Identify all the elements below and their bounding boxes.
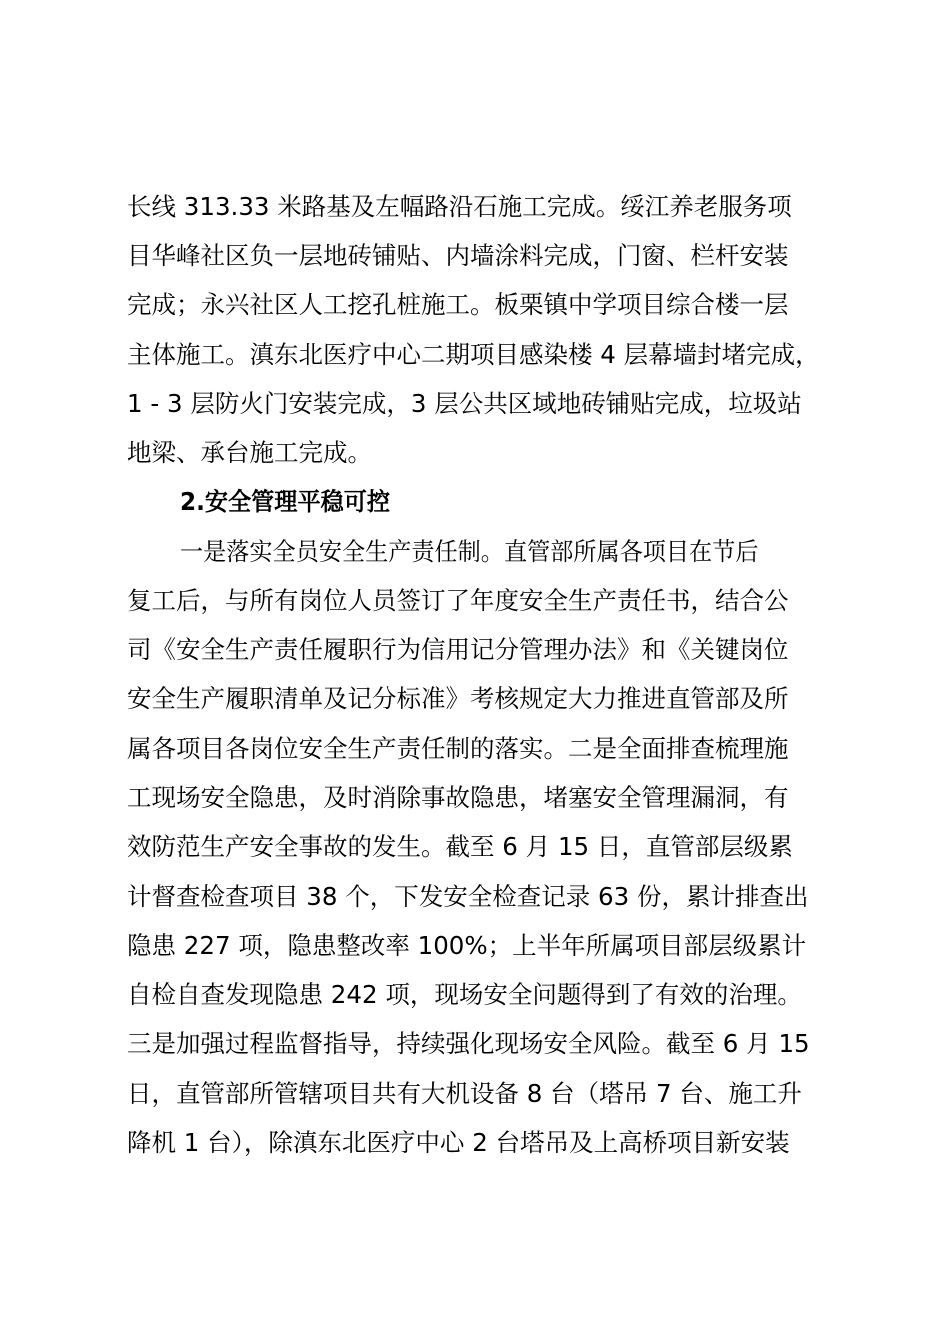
paragraph-line-14: 计督查检查项目 38 个，下发安全检查记录 63 份，累计排查出 — [127, 882, 809, 911]
paragraph-line-2: 目华峰社区负一层地砖铺贴、内墙涂料完成，门窗、栏杆安装 — [127, 241, 789, 270]
paragraph-line-10: 安全生产履职清单及记分标准》考核规定大力推进直管部及所 — [127, 684, 789, 713]
paragraph-line-7: 一是落实全员安全生产责任制。直管部所属各项目在节后 — [180, 537, 759, 566]
paragraph-line-12: 工现场安全隐患，及时消除事故隐患，堵塞安全管理漏洞，有 — [127, 783, 789, 812]
paragraph-line-16: 自检自查发现隐患 242 项，现场安全问题得到了有效的治理。 — [127, 980, 802, 1009]
paragraph-line-9: 司《安全生产责任履职行为信用记分管理办法》和《关键岗位 — [127, 635, 789, 664]
paragraph-line-4: 主体施工。滇东北医疗中心二期项目感染楼 4 层幕墙封堵完成， — [127, 340, 820, 369]
paragraph-line-8: 复工后，与所有岗位人员签订了年度安全生产责任书，结合公 — [127, 586, 789, 615]
section-heading: 2.安全管理平稳可控 — [180, 487, 391, 516]
paragraph-line-18: 日，直管部所管辖项目共有大机设备 8 台（塔吊 7 台、施工升 — [127, 1079, 802, 1108]
paragraph-line-6: 地梁、承台施工完成。 — [127, 438, 372, 467]
paragraph-line-13: 效防范生产安全事故的发生。截至 6 月 15 日，直管部层级累 — [127, 832, 793, 861]
paragraph-line-11: 属各项目各岗位安全生产责任制的落实。二是全面排查梳理施 — [127, 734, 789, 763]
paragraph-line-19: 降机 1 台），除滇东北医疗中心 2 台塔吊及上高桥项目新安装 — [127, 1128, 790, 1157]
paragraph-line-5: 1 - 3 层防火门安装完成，3 层公共区域地砖铺贴完成，垃圾站 — [127, 389, 802, 418]
paragraph-line-15: 隐患 227 项，隐患整改率 100%；上半年所属项目部层级累计 — [127, 931, 807, 960]
paragraph-line-1: 长线 313.33 米路基及左幅路沿石施工完成。绥江养老服务项 — [127, 192, 792, 221]
paragraph-line-3: 完成；永兴社区人工挖孔桩施工。板栗镇中学项目综合楼一层 — [127, 290, 789, 319]
paragraph-line-17: 三是加强过程监督指导，持续强化现场安全风险。截至 6 月 15 — [127, 1029, 810, 1058]
